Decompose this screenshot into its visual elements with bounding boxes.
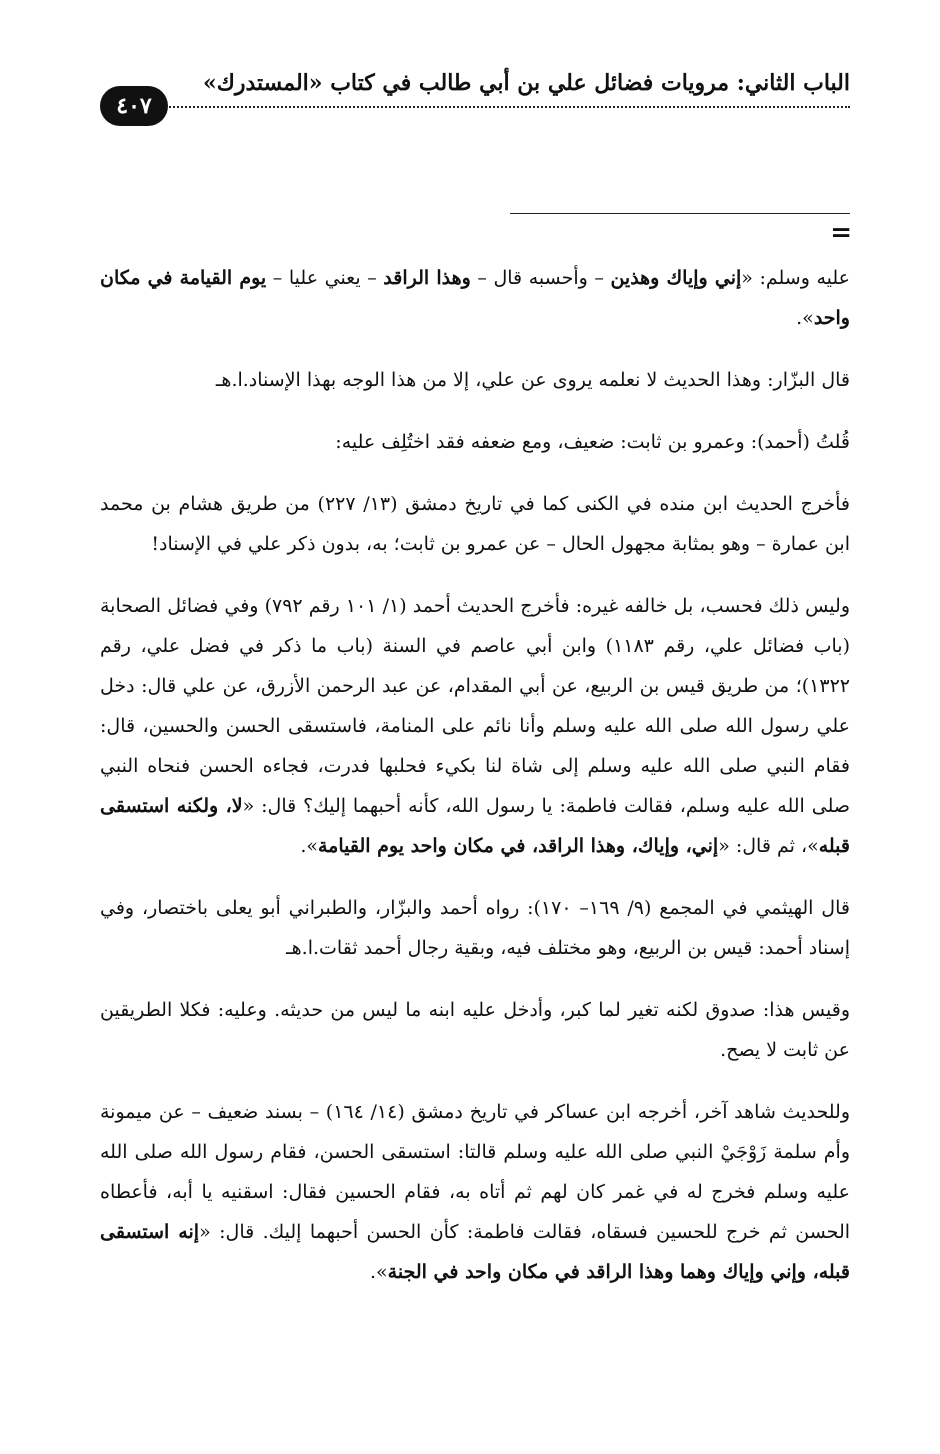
text-segment: فأخرج الحديث ابن منده في الكنى كما في تاريخ دمشق (١٣/ ٢٢٧) من طريق هشام بن محمد ابن عمارة – وهو بمثابة مجهول الحال – عن عمرو بن ثابت؛ به، بدون ذكر علي في الإسناد!: [100, 493, 850, 555]
paragraph: [100, 1092, 850, 1292]
text-segment: – يعني عليا –: [266, 267, 384, 289]
text-segment: عليه وسلم: «: [741, 267, 851, 289]
paragraph: [100, 888, 850, 968]
text-segment: قال الهيثمي في المجمع (٩/ ١٦٩– ١٧٠): رواه أحمد والبزّار، والطبراني أبو يعلى باختصار، وفي إسناد أحمد: قيس بن الربيع، وهو مختلف فيه، وبقية رجال أحمد ثقات.ا.هـ: [100, 897, 850, 959]
bold-quote-segment: لا، ولكنه استسقى قبله: [100, 795, 850, 857]
footnote-body: [100, 258, 850, 1314]
text-segment: – وأحسبه قال –: [470, 267, 611, 289]
bold-quote-segment: يوم القيامة في مكان واحد: [100, 267, 850, 329]
paragraph: [100, 258, 850, 338]
paragraph: [100, 360, 850, 400]
bold-quote-segment: إني، وإياك، وهذا الراقد، في مكان واحد يوم القيامة: [318, 835, 719, 857]
bold-quote-segment: وهذا الراقد: [383, 267, 471, 289]
text-segment: ».: [370, 1261, 388, 1283]
paragraph: [100, 586, 850, 866]
continuation-mark: =: [830, 218, 850, 248]
text-segment: قُلتُ (أحمد): وعمرو بن ثابت: ضعيف، ومع ضعفه فقد اختُلِف عليه:: [335, 431, 850, 453]
page-header: [100, 70, 850, 130]
bold-quote-segment: إني وإياك وهذين: [610, 267, 742, 289]
text-segment: وقيس هذا: صدوق لكنه تغير لما كبر، وأدخل عليه ابنه ما ليس من حديثه. وعليه: فكلا الطريقين عن ثابت لا يصح.: [100, 999, 850, 1061]
page-number-badge: ٤٠٧: [100, 86, 168, 126]
paragraph: [100, 990, 850, 1070]
paragraph: [100, 422, 850, 462]
text-segment: ».: [300, 835, 318, 857]
running-header-title: الباب الثاني: مرويات فضائل علي بن أبي طالب في كتاب «المستدرك»: [202, 70, 850, 96]
text-segment: »، ثم قال: «: [718, 835, 819, 857]
text-segment: قال البزّار: وهذا الحديث لا نعلمه يروى عن علي، إلا من هذا الوجه بهذا الإسناد.ا.هـ: [215, 369, 850, 391]
footnote-separator: [510, 213, 850, 214]
bold-quote-segment: إنه استسقى قبله، وإني وإياك وهما وهذا الراقد في مكان واحد في الجنة: [100, 1221, 850, 1283]
paragraph: [100, 484, 850, 564]
header-dotted-rule: [158, 106, 850, 108]
text-segment: وللحديث شاهد آخر، أخرجه ابن عساكر في تاريخ دمشق (١٤/ ١٦٤) – بسند ضعيف – عن ميمونة وأم سلمة زَوْجَيْ النبي صلى الله عليه وسلم قالتا: استسقى الحسن، فقام رسول الله صلى الله عليه وسلم فخرج له في غمر كان لهم ثم أتاه به، فقام الحسين فقال: اسقنيه يا أبه، فأعطاه الحسن ثم خرج للحسين فسقاه، فقالت فاطمة: كأن الحسن أحبهما إليك. قال: «: [100, 1101, 851, 1243]
text-segment: ».: [796, 307, 814, 329]
text-segment: وليس ذلك فحسب، بل خالفه غيره: فأخرج الحديث أحمد (١/ ١٠١ رقم ٧٩٢) وفي فضائل الصحابة (باب فضائل علي، رقم ١١٨٣) وابن أبي عاصم في السنة (باب ما ذكر في فضل علي، رقم ١٣٢٢)؛ من طريق قيس بن الربيع، عن أبي المقدام، عن عبد الرحمن الأزرق، عن علي قال: دخل علي رسول الله صلى الله عليه وسلم وأنا نائم على المنامة، فاستسقى الحسن والحسين، قال: فقام النبي صلى الله عليه وسلم إلى شاة لنا بكيء فحلبها فدرت، فجاءه الحسن فنحاه النبي صلى الله عليه وسلم، فقالت فاطمة: يا رسول الله، كأنه أحبهما إليك؟ قال: «: [100, 595, 851, 817]
